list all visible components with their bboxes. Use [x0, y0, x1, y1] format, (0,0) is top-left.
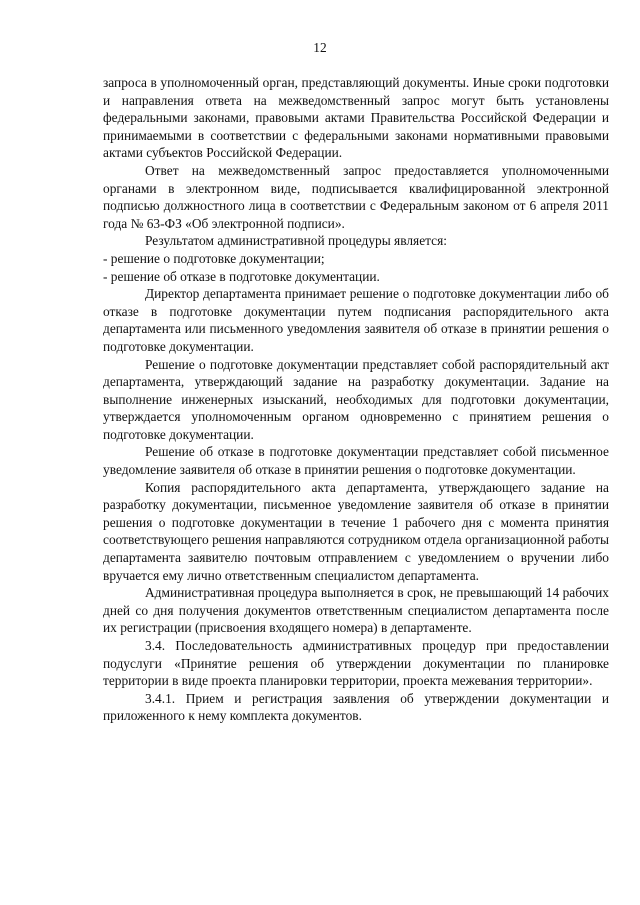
- paragraph: Директор департамента принимает решение о подготовке документации либо об отказе в подготовке документации путем подписания распорядительного акта департамента или письменного уведомления заявителя об отказе в принятии решения о подготовке документации.: [103, 286, 609, 354]
- paragraph: Административная процедура выполняется в срок, не превышающий 14 рабочих дней со дня получения документов ответственным специалистом департамента после их регистрации (присвоения входящего номера) в департаменте.: [103, 585, 609, 636]
- document-body: [103, 74, 609, 725]
- paragraph: Копия распорядительного акта департамента, утверждающего задание на разработку документации, письменное уведомление заявителя об отказе в принятии решения о подготовке документации в течение 1 рабочего дня с момента принятия соответствующего решения направляются сотрудником отдела организационной работы департамента заявителю почтовым отправлением с уведомлением о вручении либо вручается ему лично ответственным специалистом департамента.: [103, 479, 609, 583]
- paragraph: Результатом административной процедуры является:: [145, 233, 447, 249]
- paragraph: запроса в уполномоченный орган, представляющий документы. Иные сроки подготовки и направления ответа на межведомственный запрос могут быть установлены федеральными законами, правовыми актами Правительства Российской Федерации и принимаемыми в соответствии с федеральными законами нормативными правовыми актами субъектов Российской Федерации.: [103, 75, 609, 161]
- page-number: 12: [313, 40, 327, 55]
- list-item: - решение о подготовке документации;: [103, 250, 325, 266]
- subsection-paragraph: 3.4.1. Прием и регистрация заявления об утверждении документации и приложенного к нему комплекта документов.: [103, 690, 609, 724]
- paragraph: Ответ на межведомственный запрос предоставляется уполномоченными органами в электронном виде, подписывается квалифицированной электронной подписью должностного лица в соответствии с Федеральным законом от 6 апреля 2011 года № 63-ФЗ «Об электронной подписи».: [103, 162, 609, 231]
- paragraph: Решение об отказе в подготовке документации представляет собой письменное уведомление заявителя об отказе в принятии решения о подготовке документации.: [103, 444, 609, 478]
- paragraph: Решение о подготовке документации представляет собой распорядительный акт департамента, утверждающий задание на разработку документации. Задание на выполнение инженерных изысканий, необходимых для подготовки документации, утверждается уполномоченным органом одновременно с принятием решения о подготовке документации.: [103, 356, 609, 442]
- section-heading-paragraph: 3.4. Последовательность административных процедур при предоставлении подуслуги «Принятие решения об утверждении документации по планировке территории в виде проекта планировки территории, проекта межевания территории».: [103, 638, 609, 689]
- list-item: - решение об отказе в подготовке документации.: [103, 268, 380, 284]
